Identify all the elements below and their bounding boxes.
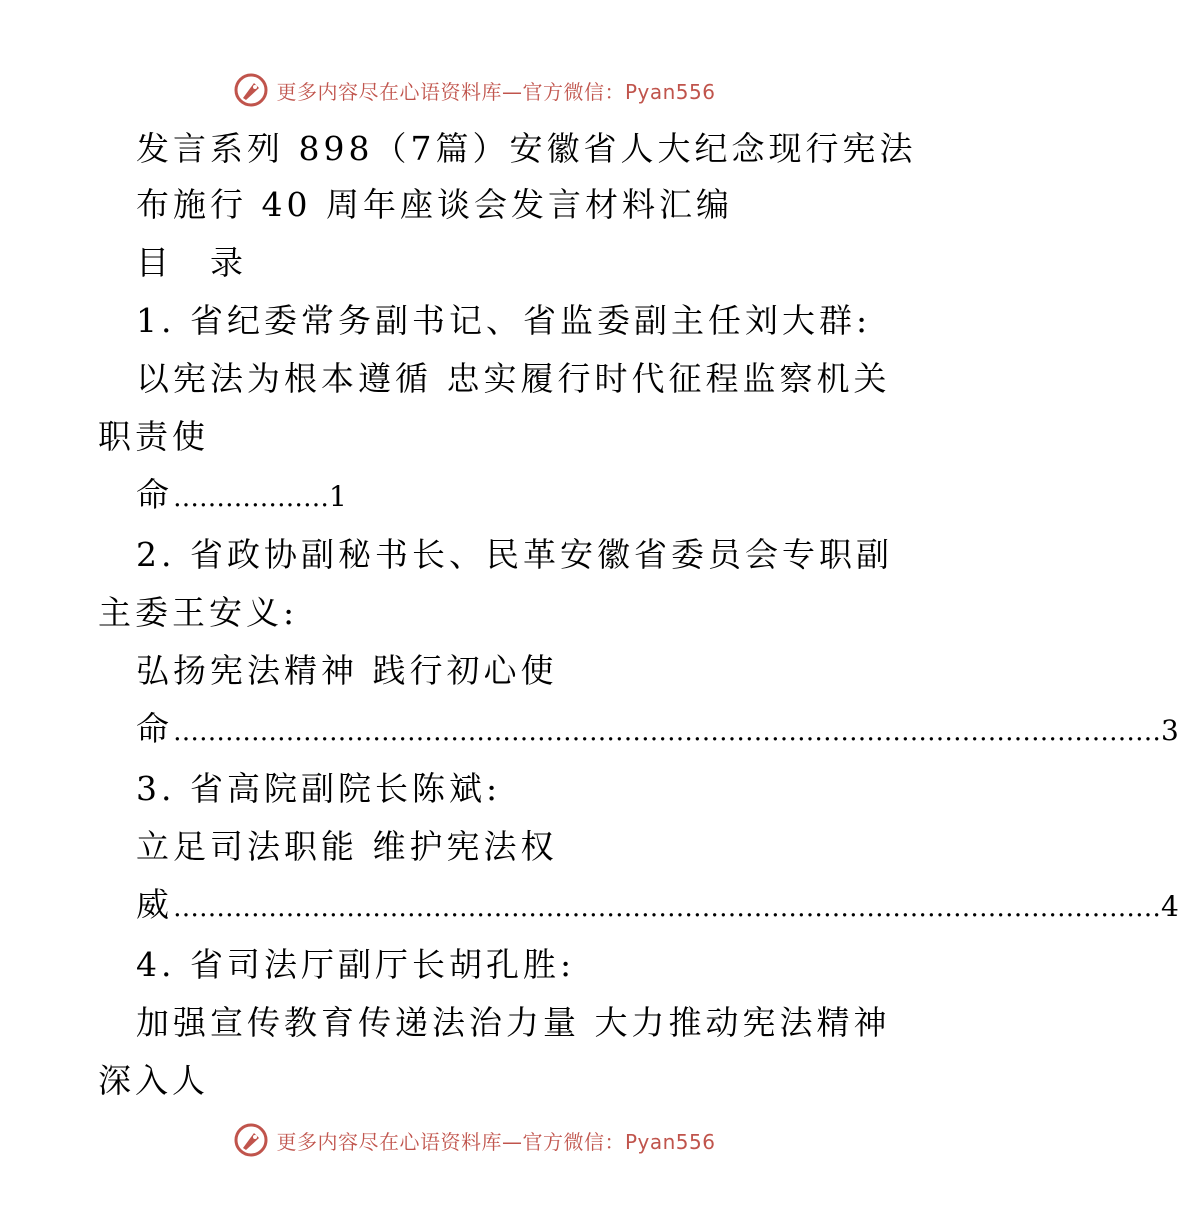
toc-entry-4-title-line-2: 深入人 — [98, 1061, 209, 1100]
toc-entry-1-speaker: 1. 省纪委常务副书记、省监委副主任刘大群: — [136, 301, 872, 340]
watermark-text: 更多内容尽在心语资料库—官方微信：Pyan556 — [276, 79, 716, 104]
toc-heading: 目 录 — [136, 243, 247, 282]
toc-leader-dots: …………………………………………………………………………………………………… — [173, 893, 1161, 923]
header-watermark — [0, 70, 950, 110]
toc-entry-2-speaker-line-2: 主委王安义: — [98, 593, 299, 632]
toc-entry-4-speaker: 4. 省司法厅副厅长胡孔胜: — [136, 945, 576, 984]
footer-watermark — [0, 1120, 950, 1160]
document-title-line-1: 发言系列 898（7篇）安徽省人大纪念现行宪法 — [136, 129, 917, 168]
toc-entry-2-title-line-1: 弘扬宪法精神 践行初心使 — [136, 651, 558, 690]
toc-entry-2-page-number: 3 — [1161, 714, 1179, 747]
toc-leader-dots: …………………………………………………………………………………………………… — [173, 717, 1161, 747]
document-title-line-2: 布施行 40 周年座谈会发言材料汇编 — [136, 185, 733, 224]
toc-entry-1-title-line-1: 以宪法为根本遵循 忠实履行时代征程监察机关 — [136, 359, 891, 398]
pen-nib-logo-icon — [234, 1123, 268, 1157]
toc-leader-dots: ……………… — [173, 483, 329, 513]
toc-entry-1-page-number: 1 — [329, 480, 347, 513]
toc-entry-1-page-row[interactable] — [136, 475, 832, 514]
toc-entry-2-page-row[interactable] — [136, 709, 1179, 748]
toc-entry-3-title-line-1: 立足司法职能 维护宪法权 — [136, 827, 558, 866]
toc-entry-3-page-number: 4 — [1161, 890, 1179, 923]
toc-entry-2-lead: 命 — [136, 709, 173, 748]
toc-entry-3-lead: 威 — [136, 885, 173, 924]
toc-entry-2-speaker-line-1: 2. 省政协副秘书长、民革安徽省委员会专职副 — [136, 535, 893, 574]
toc-entry-4-title-line-1: 加强宣传教育传递法治力量 大力推动宪法精神 — [136, 1003, 891, 1042]
pen-nib-logo-icon — [234, 73, 268, 107]
toc-entry-1-lead: 命 — [136, 475, 173, 514]
toc-entry-3-speaker: 3. 省高院副院长陈斌: — [136, 769, 502, 808]
toc-entry-3-page-row[interactable] — [136, 885, 1179, 924]
toc-entry-1-title-line-2: 职责使 — [98, 417, 209, 456]
watermark-text: 更多内容尽在心语资料库—官方微信：Pyan556 — [276, 1129, 716, 1154]
